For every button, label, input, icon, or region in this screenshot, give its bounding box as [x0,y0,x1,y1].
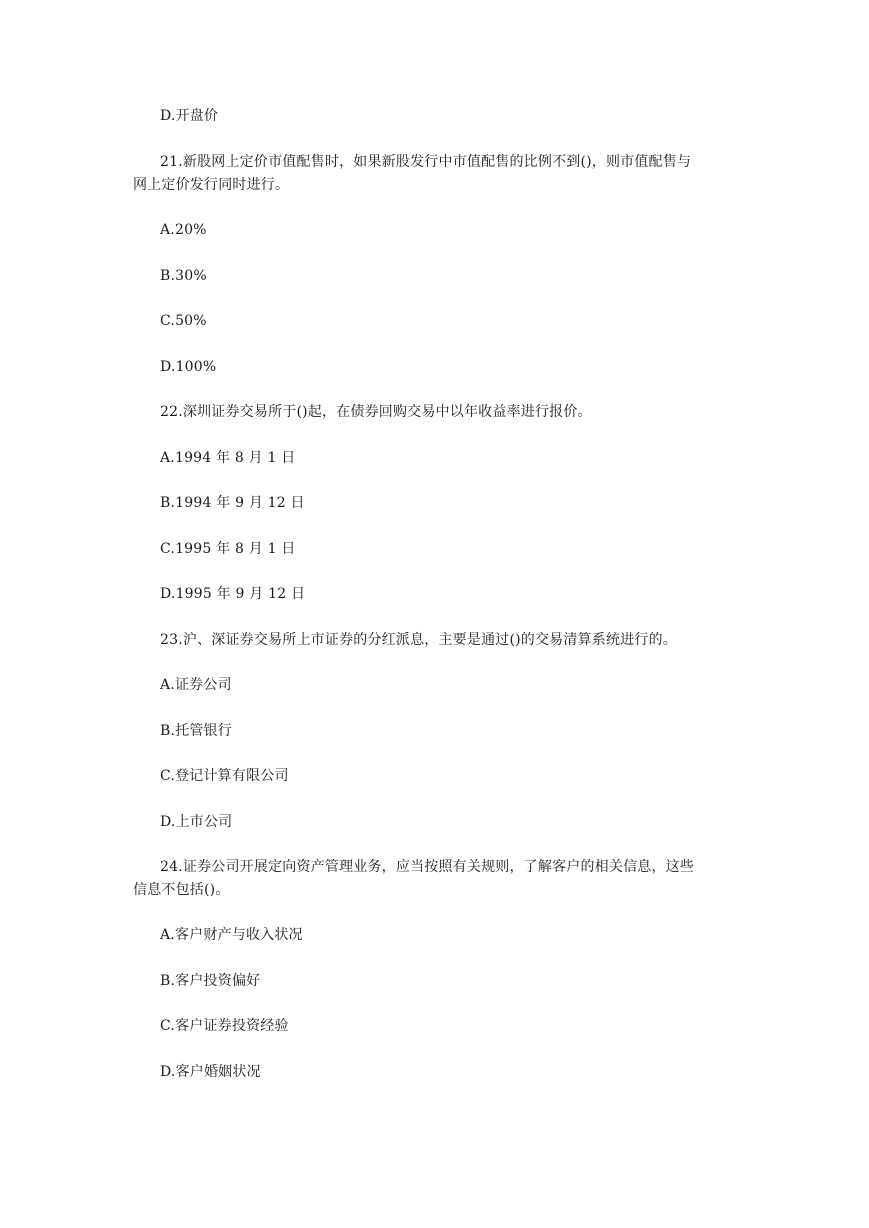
q21-option-b: B.30% [160,268,207,284]
q21-option-d: D.100% [160,359,217,375]
q24-option-c: C.客户证券投资经验 [160,1018,289,1034]
q21-option-a: A.20% [160,222,207,238]
q24-option-a: A.客户财产与收入状况 [160,927,303,943]
q24-option-b: B.客户投资偏好 [160,973,261,989]
q22-option-c: C.1995 年 8 月 1 日 [160,541,296,557]
q22-option-a: A.1994 年 8 月 1 日 [160,450,296,466]
q22-option-d: D.1995 年 9 月 12 日 [160,586,306,602]
q24-stem-line2: 信息不包括()。 [133,882,230,898]
q22-option-b: B.1994 年 9 月 12 日 [160,495,305,511]
q21-option-c: C.50% [160,313,207,329]
q23-option-d: D.上市公司 [160,814,233,830]
q23-option-b: B.托管银行 [160,723,232,739]
q21-stem-line1: 21.新股网上定价市值配售时，如果新股发行中市值配售的比例不到()，则市值配售与 [160,154,692,170]
q21-stem-line2: 网上定价发行同时进行。 [133,177,290,193]
q23-option-a: A.证券公司 [160,677,232,693]
q23-option-c: C.登记计算有限公司 [160,768,289,784]
q22-stem: 22.深圳证券交易所于()起，在债券回购交易中以年收益率进行报价。 [160,404,592,420]
q24-stem-line1: 24.证券公司开展定向资产管理业务，应当按照有关规则，了解客户的相关信息，这些 [160,859,695,875]
q20-option-d: D.开盘价 [160,108,219,124]
q23-stem: 23.沪、深证券交易所上市证券的分红派息，主要是通过()的交易清算系统进行的。 [160,632,677,648]
q24-option-d: D.客户婚姻状况 [160,1064,261,1080]
